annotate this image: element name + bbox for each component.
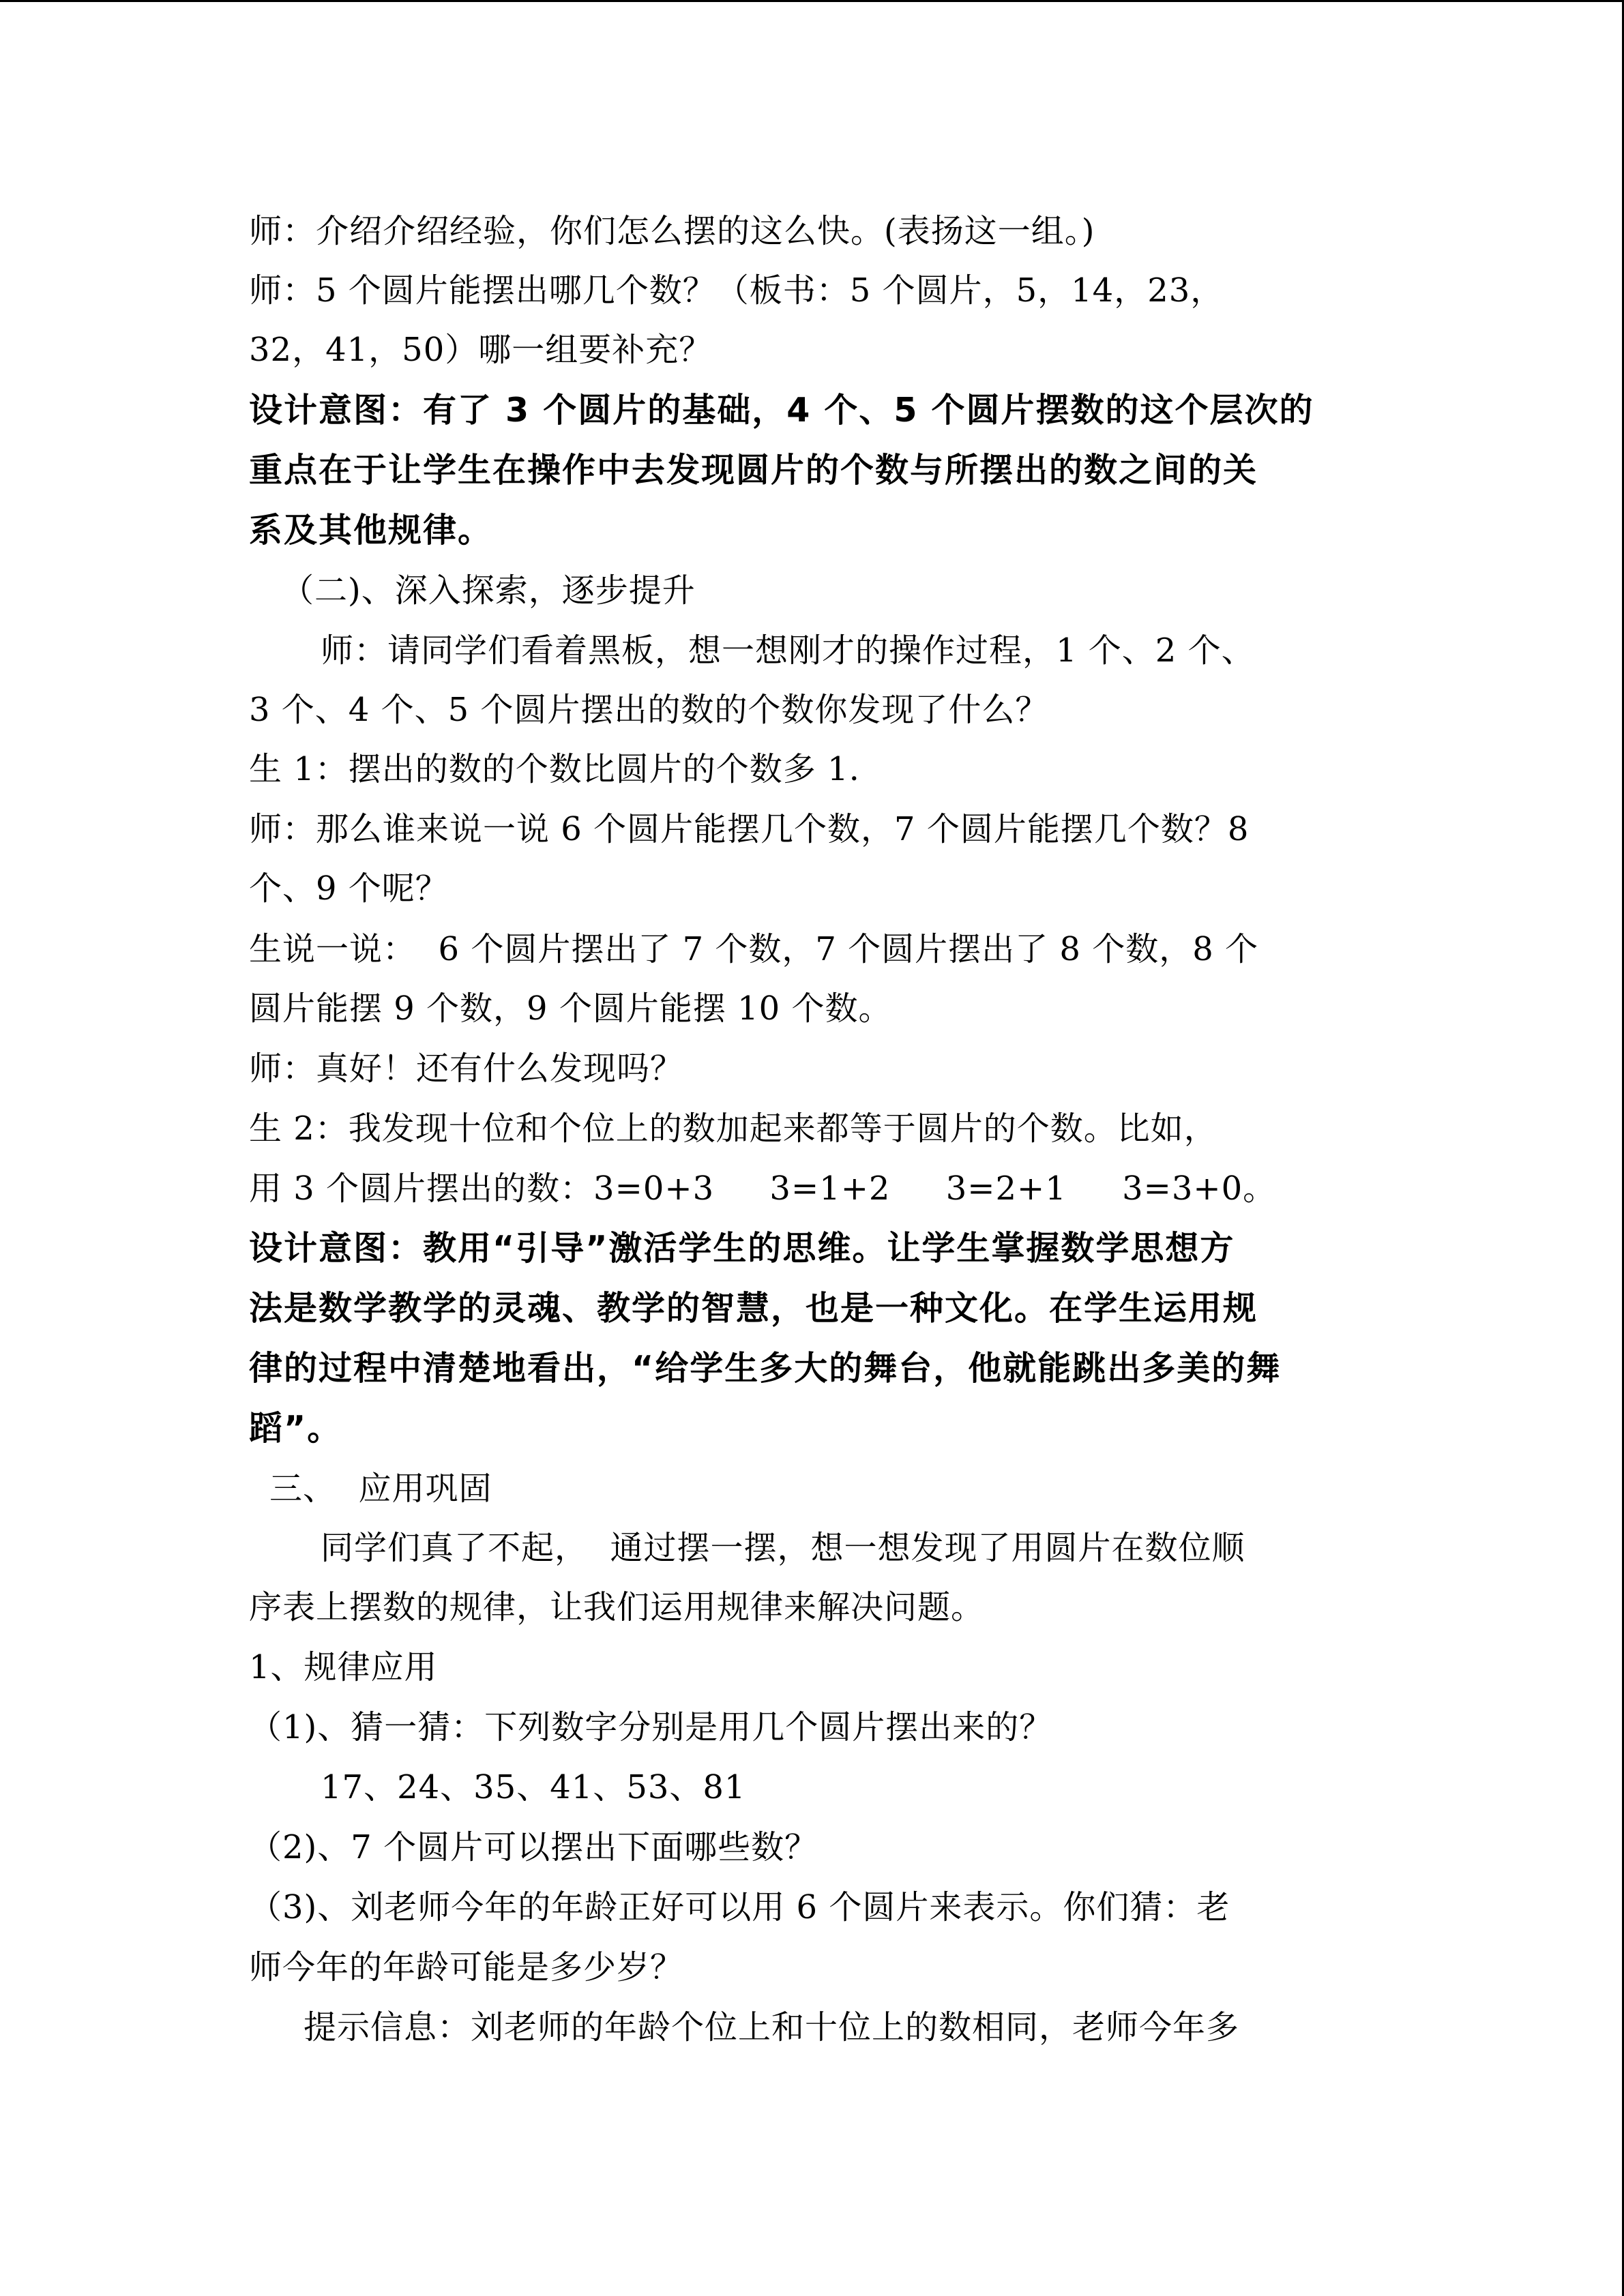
text-line: 圆片能摆 9 个数，9 个圆片能摆 10 个数。 [249,989,892,1028]
design-intent-line: 蹈”。 [249,1409,342,1448]
design-intent-line: 设计意图：教用“引导”激活学生的思维。让学生掌握数学思想方 [249,1229,1235,1268]
text-line: （2)、7 个圆片可以摆出下面哪些数？ [249,1828,818,1866]
text-line: 用 3 个圆片摆出的数：3=0+3 3=1+2 3=2+1 3=3+0。 [249,1169,1277,1208]
design-intent-line: 律的过程中清楚地看出，“给学生多大的舞台，他就能跳出多美的舞 [249,1349,1282,1388]
design-intent-line: 设计意图：有了 3 个圆片的基础，4 个、5 个圆片摆数的这个层次的 [249,391,1314,430]
number-list: 17、24、35、41、53、81 [321,1768,746,1806]
text-line: 师：请同学们看着黑板，想一想刚才的操作过程，1 个、2 个、 [321,631,1255,670]
text-line: 生说一说： 6 个圆片摆出了 7 个数，7 个圆片摆出了 8 个数，8 个 [249,930,1259,968]
text-line: 师：5 个圆片能摆出哪几个数？（板书：5 个圆片，5，14，23， [249,271,1224,310]
design-intent-line: 系及其他规律。 [249,511,493,550]
text-line: （3)、刘老师今年的年龄正好可以用 6 个圆片来表示。你们猜：老 [249,1888,1230,1926]
text-line: 生 2：我发现十位和个位上的数加起来都等于圆片的个数。比如， [249,1109,1217,1148]
text-line: 师今年的年龄可能是多少岁？ [249,1948,684,1986]
page-top-border [0,0,1624,2]
section-heading: 三、 应用巩固 [269,1470,492,1508]
section-heading: （二)、深入探索，逐步提升 [281,571,696,610]
design-intent-line: 重点在于让学生在操作中去发现圆片的个数与所摆出的数之间的关 [249,451,1258,490]
subsection-heading: 1、规律应用 [249,1648,438,1686]
text-line: 师：真好！还有什么发现吗？ [249,1049,684,1088]
text-line: 3 个、4 个、5 个圆片摆出的数的个数你发现了什么？ [249,691,1049,729]
text-line: 同学们真了不起， 通过摆一摆，想一想发现了用圆片在数位顺 [321,1529,1245,1567]
text-line: 生 1：摆出的数的个数比圆片的个数多 1. [249,750,860,788]
text-line: 32，41，50）哪一组要补充？ [249,331,713,369]
hint-line: 提示信息：刘老师的年龄个位上和十位上的数相同，老师今年多 [304,2008,1240,2046]
text-line: 师：那么谁来说一说 6 个圆片能摆几个数，7 个圆片能摆几个数？8 [249,810,1250,848]
text-line: 序表上摆数的规律，让我们运用规律来解决问题。 [249,1588,985,1626]
text-line: 师：介绍介绍经验，你们怎么摆的这么快。(表扬这一组。) [249,212,1095,250]
design-intent-line: 法是数学教学的灵魂、教学的智慧，也是一种文化。在学生运用规 [249,1289,1258,1328]
text-line: （1)、猜一猜：下列数字分别是用几个圆片摆出来的？ [249,1708,1053,1746]
text-line: 个、9 个呢？ [249,869,449,908]
